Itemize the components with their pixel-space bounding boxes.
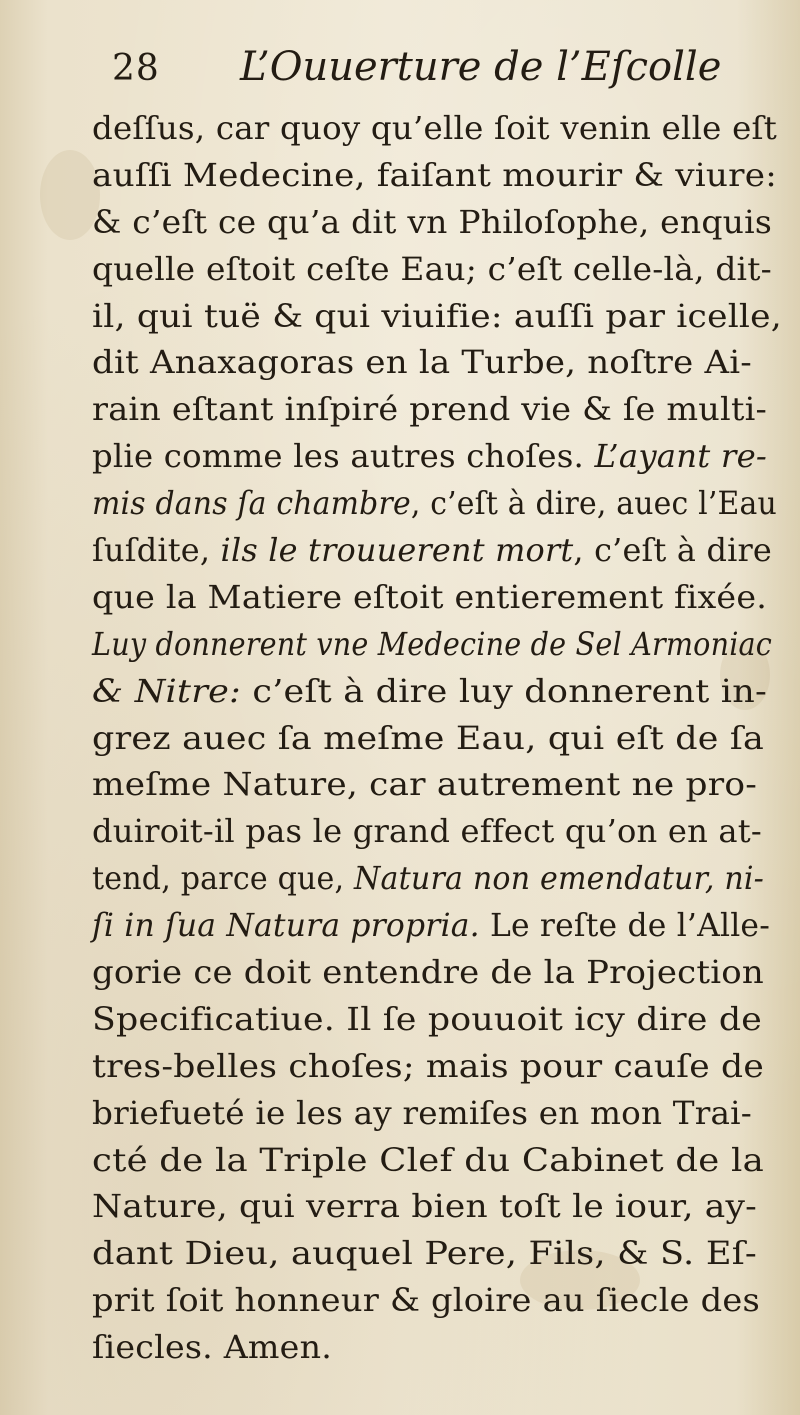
text-line-content bbox=[92, 293, 782, 340]
text-line-content bbox=[92, 1043, 764, 1090]
running-title: L’Ouuerture de l’Eſcolle bbox=[240, 44, 722, 90]
text-line bbox=[92, 246, 782, 293]
text-line-content bbox=[92, 152, 777, 199]
roman-run: ſuſdite, bbox=[92, 531, 221, 570]
roman-run: il, qui tuë & qui viuifie: auſſi par icelle, bbox=[92, 296, 782, 335]
text-line bbox=[92, 715, 782, 762]
text-line-content bbox=[92, 808, 762, 855]
text-line-content bbox=[92, 761, 757, 808]
roman-run: tend, parce que, bbox=[92, 859, 355, 898]
roman-run: dant Dieu, auquel Pere, Fils, & S. Eſ- bbox=[92, 1234, 758, 1273]
text-line-content bbox=[92, 433, 767, 480]
text-line bbox=[92, 668, 782, 715]
text-line-content bbox=[92, 621, 772, 668]
text-line-content bbox=[92, 246, 772, 293]
roman-run: meſme Nature, car autrement ne pro- bbox=[92, 765, 758, 804]
roman-run: Nature, qui verra bien toſt le iour, ay- bbox=[92, 1187, 757, 1226]
text-line bbox=[92, 1324, 782, 1371]
roman-run: auſſi Medecine, faiſant mourir & viure: bbox=[92, 155, 777, 194]
text-line-content bbox=[92, 386, 767, 433]
text-line-content bbox=[92, 1324, 332, 1371]
text-line bbox=[92, 949, 782, 996]
roman-run: rain eſtant inſpiré prend vie & ſe multi- bbox=[92, 390, 768, 429]
text-line-content bbox=[92, 1090, 752, 1137]
text-line bbox=[92, 433, 782, 480]
text-line bbox=[92, 761, 782, 808]
roman-run: prit ſoit honneur & gloire au ſiecle des bbox=[92, 1281, 760, 1320]
roman-run: ſiecles. Amen. bbox=[92, 1328, 333, 1367]
text-line-content bbox=[92, 1277, 760, 1324]
italic-run: L’ayant re- bbox=[594, 437, 768, 476]
text-line-content bbox=[92, 105, 777, 152]
roman-run: cté de la Triple Clef du Cabinet de la bbox=[92, 1140, 764, 1179]
page-header bbox=[112, 44, 722, 100]
page-number: 28 bbox=[112, 48, 160, 89]
text-line bbox=[92, 527, 782, 574]
text-line bbox=[92, 621, 782, 668]
text-line bbox=[92, 902, 782, 949]
roman-run: quelle eſtoit ceſte Eau; c’eſt celle-là, dit- bbox=[92, 249, 772, 288]
italic-run: Natura non emendatur, ni- bbox=[354, 859, 765, 898]
text-line-content bbox=[92, 339, 752, 386]
roman-run: duiroit-il pas le grand effect qu’on en at- bbox=[92, 812, 762, 851]
text-line bbox=[92, 574, 782, 621]
roman-run: tres-belles choſes; mais pour cauſe de bbox=[92, 1046, 764, 1085]
roman-run: que la Matiere eſtoit entierement fixée. bbox=[92, 577, 768, 616]
italic-run: ils le trouuerent mort bbox=[220, 531, 574, 570]
text-line bbox=[92, 1043, 782, 1090]
text-line bbox=[92, 199, 782, 246]
text-line-content bbox=[92, 949, 764, 996]
text-line bbox=[92, 339, 782, 386]
text-line bbox=[92, 1277, 782, 1324]
text-line bbox=[92, 808, 782, 855]
text-line-content bbox=[92, 715, 764, 762]
text-line bbox=[92, 855, 782, 902]
roman-run: deſſus, car quoy qu’elle ſoit venin elle eſt bbox=[92, 109, 777, 147]
text-line bbox=[92, 152, 782, 199]
text-line-content bbox=[92, 1137, 764, 1184]
text-line-content bbox=[92, 902, 770, 949]
text-line-content bbox=[92, 1230, 757, 1277]
roman-run: , c’eſt à dire bbox=[573, 531, 773, 570]
text-line bbox=[92, 293, 782, 340]
text-line bbox=[92, 1137, 782, 1184]
roman-run: grez auec ſa meſme Eau, qui eſt de ſa bbox=[92, 718, 765, 757]
roman-run: plie comme les autres choſes. bbox=[92, 437, 595, 476]
roman-run: gorie ce doit entendre de la Projection bbox=[92, 953, 764, 992]
roman-run: briefueté ie les ay remiſes en mon Trai- bbox=[92, 1093, 752, 1132]
roman-run: c’eſt à dire luy donnerent in- bbox=[241, 671, 767, 710]
italic-run: Luy donnerent vne Medecine de Sel Armoniac bbox=[92, 624, 773, 663]
italic-run: ſi in ſua Natura propria. bbox=[92, 906, 480, 945]
roman-run: , c’eſt à dire, auec l’Eau bbox=[410, 484, 777, 523]
text-line-content bbox=[92, 668, 767, 715]
text-line-content bbox=[92, 574, 767, 621]
roman-run: Le reſte de l’Alle- bbox=[479, 906, 771, 945]
text-line bbox=[92, 1183, 782, 1230]
paper-stain bbox=[40, 150, 100, 240]
roman-run: dit Anaxagoras en la Turbe, noſtre Ai- bbox=[92, 343, 753, 382]
text-line bbox=[92, 480, 782, 527]
text-line-content bbox=[92, 199, 772, 246]
text-line-content bbox=[92, 855, 764, 902]
body-text bbox=[92, 105, 782, 1371]
italic-run: mis dans ſa chambre bbox=[92, 484, 411, 523]
italic-run: & Nitre: bbox=[92, 671, 242, 710]
text-line-content bbox=[92, 527, 772, 574]
text-line-content bbox=[92, 996, 762, 1043]
roman-run: & c’eſt ce qu’a dit vn Philoſophe, enquis bbox=[92, 202, 773, 241]
text-line bbox=[92, 1230, 782, 1277]
roman-run: Specificatiue. Il ſe pouuoit icy dire de bbox=[92, 999, 762, 1038]
text-line bbox=[92, 105, 782, 152]
text-line-content bbox=[92, 480, 777, 527]
text-line bbox=[92, 996, 782, 1043]
text-line-content bbox=[92, 1183, 757, 1230]
text-line bbox=[92, 1090, 782, 1137]
text-line bbox=[92, 386, 782, 433]
